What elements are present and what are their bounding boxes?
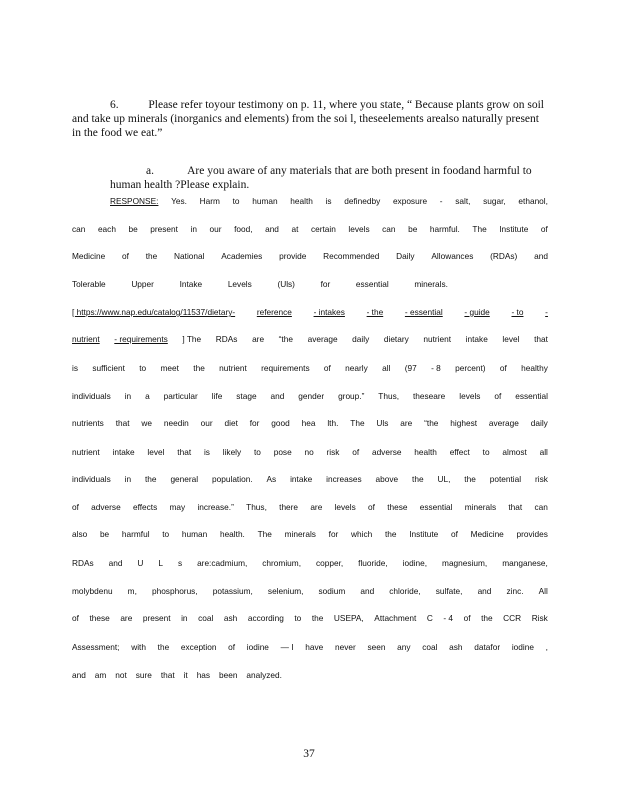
response-line [110,196,548,206]
response-word: average [488,418,519,428]
response-word: (Uls) [277,279,295,289]
response-line [72,307,548,317]
response-word: diet [224,418,238,428]
page-number: 37 [303,748,315,760]
response-word: and [72,670,86,680]
response-word: the [384,529,397,539]
response-word: certain [310,224,336,234]
response-word: nutrients [72,418,104,428]
response-word: adverse [371,447,402,457]
response-word: there [279,502,299,512]
response-word: of [463,613,471,623]
response-word: Academies [221,251,263,261]
response-word[interactable]: - guide [464,307,490,317]
response-word: never [334,642,356,652]
response-word: Allowances [431,251,474,261]
response-word: zinc. [506,586,524,596]
response-word: dietary [383,334,409,344]
response-word: U [137,558,144,568]
response-word: healthy [521,363,548,373]
response-word: Attachment [374,613,417,623]
response-word: effect [449,447,470,457]
response-word: adverse [91,502,121,512]
response-word: Medicine [72,251,106,261]
response-word: m, [127,586,137,596]
response-word: minerals. [414,279,448,289]
response-word: are [310,502,323,512]
response-word: and [108,558,123,568]
response-word: of [228,642,236,652]
question-number: 6. [110,99,119,111]
response-word: Recommended [323,251,380,261]
response-word: general [170,474,199,484]
response-word: copper, [315,558,344,568]
response-word: of [352,447,360,457]
response-word: intake [465,334,488,344]
response-word: The [472,224,487,234]
response-word: Risk [531,613,548,623]
response-word: ] The [182,334,202,344]
response-word: we [141,418,152,428]
response-word: in [124,474,132,484]
response-word: , [545,642,548,652]
response-word: hea [301,418,316,428]
response-word: good [271,418,290,428]
response-line [72,613,548,623]
response-word: of [494,391,502,401]
response-word: may [169,502,186,512]
response-word: population. [212,474,253,484]
response-word: health. [219,529,245,539]
response-word: and [270,391,285,401]
response-word: all [382,363,391,373]
response-word: the [311,613,324,623]
response-word: Thus, [246,502,267,512]
response-word: is [325,196,332,206]
response-word: these [89,613,110,623]
response-word: been [219,670,238,680]
response-line [72,334,548,344]
response-word: Harm [199,196,220,206]
response-word: according [247,613,284,623]
response-word: theseare [413,391,446,401]
response-word: effects [132,502,158,512]
subquestion-letter: a. [146,164,154,177]
response-word: sufficient [92,363,125,373]
response-word: - 4 [443,613,454,623]
response-word: ash [223,613,238,623]
response-word: the [193,363,205,373]
response-word: and [477,586,492,596]
response-word: the [157,642,170,652]
response-word: to [139,363,147,373]
response-word: increase.” [197,502,234,512]
response-word: potential [489,474,522,484]
response-word: our [200,418,213,428]
response-word: Upper [131,279,154,289]
response-word: and [360,586,375,596]
response-word: RESPONSE: [110,196,159,206]
response-word: All [538,586,548,596]
response-word: chromium, [262,558,302,568]
response-word: nearly [345,363,368,373]
response-word: Medicine [470,529,504,539]
response-word: has [196,670,211,680]
response-word: likely [222,447,242,457]
response-word[interactable]: - [545,307,548,317]
response-word: food, [234,224,253,234]
response-word: that [177,447,192,457]
response-word: harmful. [429,224,460,234]
response-word: sulfate, [435,586,463,596]
response-line [72,251,548,261]
response-word: analyzed. [246,670,282,680]
response-word: - [439,196,443,206]
response-word: Tolerable [72,279,106,289]
response-word: highest [450,418,478,428]
response-word: sugar, [483,196,506,206]
response-word: nutrient [72,447,100,457]
question-text: Please refer toyour testimony on p. 11, where you state, “ Because plants grow on soil and take up minerals (inorganics and elements) from the soi l, theseelements arealso naturally present in the food we eat.” [72,99,544,139]
response-word: lth. [327,418,339,428]
response-line [72,529,548,539]
response-word: and [265,224,279,234]
response-word: are [120,613,133,623]
response-line [72,447,548,457]
response-word: to [294,613,302,623]
response-word: phosphorus, [151,586,198,596]
response-word: nutrient [219,363,247,373]
response-word: that [508,502,523,512]
response-word: individuals [72,474,111,484]
response-word: with [131,642,146,652]
response-word: coal [198,613,214,623]
response-word: iodine [511,642,534,652]
response-line [72,670,282,680]
response-word: risk [534,474,548,484]
response-word: be [408,224,418,234]
response-word: average [307,334,338,344]
response-word: salt, [455,196,471,206]
response-word: for [328,529,339,539]
response-word: can [534,502,548,512]
response-word: definedby [344,196,381,206]
response-word: selenium, [267,586,304,596]
response-word[interactable]: - the [366,307,384,317]
response-word: individuals [72,391,111,401]
response-word: to [253,447,261,457]
response-word: fluoride, [358,558,388,568]
response-word: of [499,363,507,373]
response-word: requirements [261,363,310,373]
response-word[interactable]: - intakes [313,307,345,317]
response-word: seen [367,642,386,652]
response-word: “the [424,418,439,428]
response-word: am [94,670,107,680]
response-word[interactable]: nutrient [72,334,100,344]
response-word: essential [355,279,389,289]
response-word: potassium, [212,586,253,596]
response-word: human [252,196,278,206]
response-word: magnesium, [442,558,488,568]
response-word: meet [160,363,179,373]
response-word: the [464,474,476,484]
response-line [72,224,548,234]
response-word: The [257,529,272,539]
response-word: intake [112,447,135,457]
response-word: which [351,529,373,539]
response-word: ethanol, [518,196,548,206]
response-word: of [368,502,375,512]
response-word: present [150,224,178,234]
response-word: of [72,613,79,623]
response-word: that [160,670,175,680]
response-line [72,363,548,373]
response-word: that [115,418,130,428]
response-word: - 8 [431,363,441,373]
response-word: exposure [392,196,428,206]
response-word: risk [326,447,340,457]
response-word: (RDAs) [490,251,518,261]
response-word: sure [135,670,152,680]
response-line [72,558,548,568]
response-word: level [147,447,165,457]
response-word: UL, [437,474,451,484]
response-word: each [97,224,116,234]
response-word: iodine [246,642,269,652]
response-word: Yes. [171,196,187,206]
response-word: the [145,474,157,484]
response-word: it [183,670,188,680]
response-word: above [375,474,399,484]
response-word: Institute [409,529,439,539]
response-word: Institute [499,224,529,234]
response-word: of [540,224,548,234]
response-word[interactable]: [ https://www.nap.edu/catalog/11537/dietary- [72,307,236,317]
response-word: be [128,224,138,234]
response-word: ash [449,642,463,652]
response-word[interactable]: - essential [404,307,443,317]
response-word: are [400,418,413,428]
response-word: of [450,529,458,539]
response-word: group.” [338,391,365,401]
response-word: level [502,334,520,344]
response-line [72,279,448,289]
response-line [72,391,548,401]
response-word: RDAs [215,334,238,344]
response-word: gender [298,391,325,401]
response-word: that [534,334,548,344]
response-word[interactable]: - to [511,307,524,317]
response-word: can [72,224,86,234]
response-word: in [190,224,197,234]
response-word: are:cadmium, [197,558,248,568]
response-word: these [387,502,408,512]
response-word: s [177,558,183,568]
response-word: molybdenu [72,586,113,596]
response-word: almost [502,447,527,457]
response-word: nutrient [423,334,452,344]
response-word: The [350,418,365,428]
response-word: minerals [284,529,316,539]
response-word: particular [163,391,198,401]
response-word: can [382,224,396,234]
response-word: increases [326,474,362,484]
response-word: datafor [474,642,501,652]
response-word: for [320,279,331,289]
response-word: have [305,642,324,652]
response-line [72,586,548,596]
response-word: provide [279,251,307,261]
question-6 [72,98,548,140]
response-word: for [249,418,260,428]
response-word: our [209,224,222,234]
response-word: any [397,642,411,652]
response-word: of [72,502,79,512]
response-word: coal [422,642,438,652]
response-word: not [115,670,127,680]
response-word: of [323,363,331,373]
response-word: Thus, [378,391,400,401]
response-word: a [145,391,150,401]
response-word: to [162,529,170,539]
response-word: essential [515,391,548,401]
response-word: present [142,613,171,623]
response-word: CCR [503,613,522,623]
response-word: iodine, [402,558,428,568]
response-word: exception [180,642,217,652]
response-line [72,418,548,428]
response-word: National [174,251,205,261]
response-word: chloride, [389,586,421,596]
response-word: Uls [376,418,389,428]
response-word: no [304,447,314,457]
response-word: “the [278,334,293,344]
response-word: essential [419,502,453,512]
response-word: — I [280,642,294,652]
response-word: stage [236,391,257,401]
subquestion-text: Are you aware of any materials that are both present in foodand harmful to human health ?Please explain. [110,164,532,191]
response-word: intake [290,474,313,484]
response-word: and [534,251,548,261]
response-word: human [181,529,208,539]
response-line [72,642,548,652]
response-word: to [232,196,240,206]
response-word: the [412,474,424,484]
response-word: daily [530,418,548,428]
response-word: also [72,529,88,539]
response-word: minerals [464,502,497,512]
response-word: manganese, [502,558,548,568]
response-line [72,474,548,484]
response-word: the [481,613,493,623]
response-line [72,502,548,512]
response-word: in [124,391,132,401]
response-word: the [145,251,158,261]
response-word: to [482,447,490,457]
response-word: As [266,474,277,484]
response-word: provides [516,529,548,539]
response-word: in [181,613,188,623]
response-word: percent) [455,363,486,373]
response-word: levels [334,502,356,512]
response-word: C [426,613,433,623]
response-word: Levels [227,279,252,289]
response-word: be [99,529,110,539]
response-word: harmful [121,529,150,539]
response-word: levels [348,224,370,234]
response-word: are [252,334,265,344]
response-word: L [158,558,163,568]
response-word: of [122,251,129,261]
response-word: levels [459,391,481,401]
response-word[interactable]: reference [256,307,292,317]
response-word: (97 [404,363,417,373]
response-word: is [203,447,210,457]
response-word[interactable]: - requirements [114,334,168,344]
response-word: health [414,447,437,457]
response-word: Daily [396,251,415,261]
response-word: is [72,363,78,373]
response-word: USEPA, [333,613,364,623]
response-word: pose [273,447,292,457]
response-word: needin [163,418,189,428]
response-word: daily [352,334,370,344]
response-word: sodium [318,586,346,596]
response-word: RDAs [72,558,94,568]
response-word: Intake [179,279,203,289]
response-word: all [539,447,548,457]
response-word: health [290,196,313,206]
response-word: at [291,224,299,234]
response-word: life [211,391,223,401]
response-word: Assessment; [72,642,120,652]
